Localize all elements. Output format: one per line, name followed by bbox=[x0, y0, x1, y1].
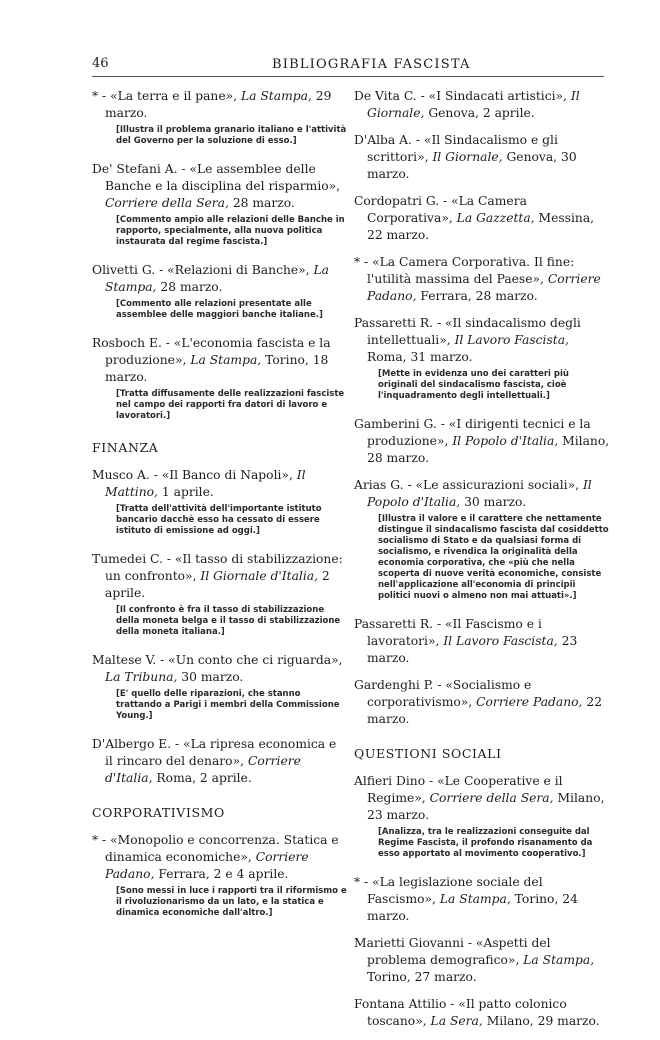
entry-list bbox=[92, 88, 348, 422]
entry-text: Musco A. - «Il Banco di Napoli», bbox=[92, 468, 297, 482]
entry-date: 22 marzo. bbox=[367, 695, 603, 726]
entry-date: 28 marzo. bbox=[156, 280, 223, 294]
entry-date: Messina, 22 marzo. bbox=[367, 211, 595, 242]
bibliography-entry bbox=[92, 88, 348, 122]
entry-note: [Il confronto è fra il tasso di stabilizzazione della moneta belga e il tasso di stabilizzazione della moneta italiana.] bbox=[116, 605, 341, 637]
entry-source: La Stampa, bbox=[105, 263, 329, 294]
bibliography-entry bbox=[92, 161, 348, 212]
entry-date: 2 aprile. bbox=[105, 569, 330, 600]
entry-source: Il Popolo d'Italia, bbox=[367, 478, 592, 509]
bibliography-entry bbox=[92, 335, 348, 386]
entry-list bbox=[354, 773, 610, 1030]
entry-text: Olivetti G. - «Relazioni di Banche», bbox=[92, 263, 314, 277]
entry-note: [Mette in evidenza uno dei caratteri più originali del sindacalismo fascista, cioè l'inquadramento degli intellettuali.] bbox=[378, 369, 569, 401]
entry-note: [Commento ampio alle relazioni delle Banche in rapporto, specialmente, alla nuova politica instaurata dal regime fascista.] bbox=[116, 215, 345, 247]
bibliography-entry bbox=[92, 262, 348, 296]
entry-source: Corriere della Sera, bbox=[429, 791, 554, 805]
entry-date: Torino, 27 marzo. bbox=[367, 970, 477, 984]
bibliography-entry bbox=[354, 477, 610, 511]
entry-text: Gardenghi P. - «Socialismo e corporativismo», bbox=[354, 678, 532, 709]
entry-note: [Illustra il valore e il carattere che nettamente distingue il sindacalismo fascista dal cosiddetto socialismo di Stato e da qualsiasi forma di socialismo, e rivendica la originalità della economia corporativa, che «più che nella scoperta di nuove verità economiche, consiste nell'applicazione all'economia di principii politici nuovi o almeno non mai attuati».] bbox=[378, 514, 609, 601]
entry-text: Alfieri Dino - «Le Cooperative e il Regime», bbox=[354, 774, 563, 805]
bibliography-entry bbox=[92, 551, 348, 602]
entry-text: Rosboch E. - «L'economia fascista e la produzione», bbox=[92, 336, 331, 367]
entry-note: [Tratta diffusamente delle realizzazioni fasciste nel campo dei rapporti fra datori di lavoro e lavoratori.] bbox=[116, 389, 345, 421]
running-title: BIBLIOGRAFIA FASCISTA bbox=[272, 57, 471, 72]
entry-text: Gamberini G. - «I dirigenti tecnici e la produzione», bbox=[354, 417, 591, 448]
bibliography-entry bbox=[354, 132, 610, 183]
entry-source: La Stampa, bbox=[190, 353, 262, 367]
bibliography-entry bbox=[354, 315, 610, 366]
entry-date: Milano, 29 marzo. bbox=[482, 1014, 600, 1028]
bibliography-entry bbox=[354, 616, 610, 667]
bibliography-entry bbox=[354, 88, 610, 122]
entry-text: Passaretti R. - «Il Fascismo e i lavoratori», bbox=[354, 617, 542, 648]
entry-text: Arias G. - «Le assicurazioni sociali», bbox=[354, 478, 583, 492]
entry-date: Ferrara, 28 marzo. bbox=[416, 289, 538, 303]
entry-source: Il Popolo d'Italia, bbox=[452, 434, 559, 448]
entry-source: Il Giornale, bbox=[367, 89, 580, 120]
entry-note: [Commento alle relazioni presentate alle assemblee delle maggiori banche italiane.] bbox=[116, 299, 323, 320]
entry-source: Il Giornale d'Italia, bbox=[200, 569, 319, 583]
bibliography-entry bbox=[354, 254, 610, 305]
entry-text: De' Stefani A. - «Le assemblee delle Banche e la disciplina del risparmio», bbox=[92, 162, 341, 193]
section-heading-finanza: FINANZA bbox=[92, 440, 159, 455]
entry-text: D'Albergo E. - «La ripresa economica e il rincaro del denaro», bbox=[92, 737, 337, 768]
page-number: 46 bbox=[92, 56, 109, 71]
entry-source: La Sera, bbox=[430, 1014, 483, 1028]
entry-date: Milano, 28 marzo. bbox=[367, 434, 610, 465]
entry-text: Tumedei C. - «Il tasso di stabilizzazione: un confronto», bbox=[92, 552, 343, 583]
bibliography-entry bbox=[354, 874, 610, 925]
entry-text: Marietti Giovanni - «Aspetti del problema demografico», bbox=[354, 936, 551, 967]
bibliography-entry bbox=[354, 193, 610, 244]
entry-source: La Stampa, bbox=[439, 892, 511, 906]
entry-source: Corriere Padano, bbox=[476, 695, 583, 709]
section-heading-questioni-sociali: QUESTIONI SOCIALI bbox=[354, 746, 502, 761]
entry-source: Corriere Padano, bbox=[105, 850, 309, 881]
bibliography-entry bbox=[92, 736, 348, 787]
entry-date: Genova, 2 aprile. bbox=[424, 106, 535, 120]
entry-source: La Stampa, bbox=[240, 89, 312, 103]
entry-date: 23 marzo. bbox=[367, 634, 578, 665]
entry-date: 28 marzo. bbox=[228, 196, 295, 210]
bibliography-entry bbox=[354, 996, 610, 1030]
entry-text: * - «La terra e il pane», bbox=[92, 89, 241, 103]
entry-date: 30 marzo. bbox=[460, 495, 527, 509]
page-header bbox=[92, 56, 604, 78]
entry-text: Fontana Attilio - «Il patto colonico toscano», bbox=[354, 997, 567, 1028]
entry-source: La Tribuna, bbox=[105, 670, 178, 684]
bibliography-entry bbox=[354, 416, 610, 467]
entry-date: 1 aprile. bbox=[157, 485, 214, 499]
entry-source: Il Lavoro Fascista, bbox=[443, 634, 558, 648]
entry-source: Il Lavoro Fascista, bbox=[454, 333, 569, 347]
entry-text: D'Alba A. - «Il Sindacalismo e gli scrittori», bbox=[354, 133, 558, 164]
entry-date: 30 marzo. bbox=[177, 670, 244, 684]
entry-date: Torino, 24 marzo. bbox=[367, 892, 578, 923]
entry-note: [Tratta dell'attività dell'importante istituto bancario dacchè esso ha cessato di essere istituto di emissione ad oggi.] bbox=[116, 504, 322, 536]
entry-text: * - «La legislazione sociale del Fascismo», bbox=[354, 875, 543, 906]
entry-date: Roma, 2 aprile. bbox=[152, 771, 252, 785]
bibliography-entry bbox=[92, 832, 348, 883]
entry-source: Il Mattino, bbox=[105, 468, 306, 499]
entry-source: La Stampa, bbox=[523, 953, 595, 967]
left-column bbox=[92, 88, 348, 933]
entry-text: Maltese V. - «Un conto che ci riguarda», bbox=[92, 653, 343, 667]
section-heading-corporativismo: CORPORATIVISMO bbox=[92, 805, 225, 820]
entry-text: Cordopatri G. - «La Camera Corporativa», bbox=[354, 194, 527, 225]
entry-date: Torino, 18 marzo. bbox=[105, 353, 329, 384]
entry-date: Roma, 31 marzo. bbox=[367, 350, 473, 364]
entry-text: * - «La Camera Corporativa. Il fine: l'utilità massima del Paese», bbox=[354, 255, 575, 286]
right-column bbox=[354, 88, 610, 1040]
entry-list bbox=[92, 467, 348, 787]
entry-note: [Analizza, tra le realizzazioni conseguite dal Regime Fascista, il profondo risanamento da esso apportato al movimento cooperativo.] bbox=[378, 827, 593, 859]
bibliography-entry bbox=[354, 773, 610, 824]
header-rule bbox=[92, 76, 604, 77]
entry-note: [E' quello delle riparazioni, che stanno trattando a Parigi i membri della Commissione Young.] bbox=[116, 689, 340, 721]
entry-list bbox=[92, 832, 348, 919]
entry-text: De Vita C. - «I Sindacati artistici», bbox=[354, 89, 571, 103]
entry-note: [Sono messi in luce i rapporti tra il riformismo e il rivoluzionarismo da un lato, e la statica e dinamica economiche dall'altro.] bbox=[116, 886, 347, 918]
bibliography-entry bbox=[92, 652, 348, 686]
entry-date: Milano, 23 marzo. bbox=[367, 791, 605, 822]
entry-text: * - «Monopolio e concorrenza. Statica e dinamica economiche», bbox=[92, 833, 339, 864]
bibliography-entry bbox=[354, 935, 610, 986]
entry-date: Genova, 30 marzo. bbox=[367, 150, 577, 181]
entry-source: Corriere Padano, bbox=[367, 272, 601, 303]
entry-source: Corriere d'Italia, bbox=[105, 754, 301, 785]
entry-list bbox=[354, 88, 610, 728]
entry-note: [Illustra il problema granario italiano e l'attività del Governo per la soluzione di esso.] bbox=[116, 125, 347, 146]
entry-source: Corriere della Sera, bbox=[105, 196, 229, 210]
entry-source: La Gazzetta, bbox=[456, 211, 535, 225]
bibliography-entry bbox=[92, 467, 348, 501]
entry-date: Ferrara, 2 e 4 aprile. bbox=[154, 867, 289, 881]
entry-source: Il Giornale, bbox=[432, 150, 503, 164]
bibliography-entry bbox=[354, 677, 610, 728]
entry-text: Passaretti R. - «Il sindacalismo degli intellettuali», bbox=[354, 316, 581, 347]
entry-date: 29 marzo. bbox=[105, 89, 332, 120]
